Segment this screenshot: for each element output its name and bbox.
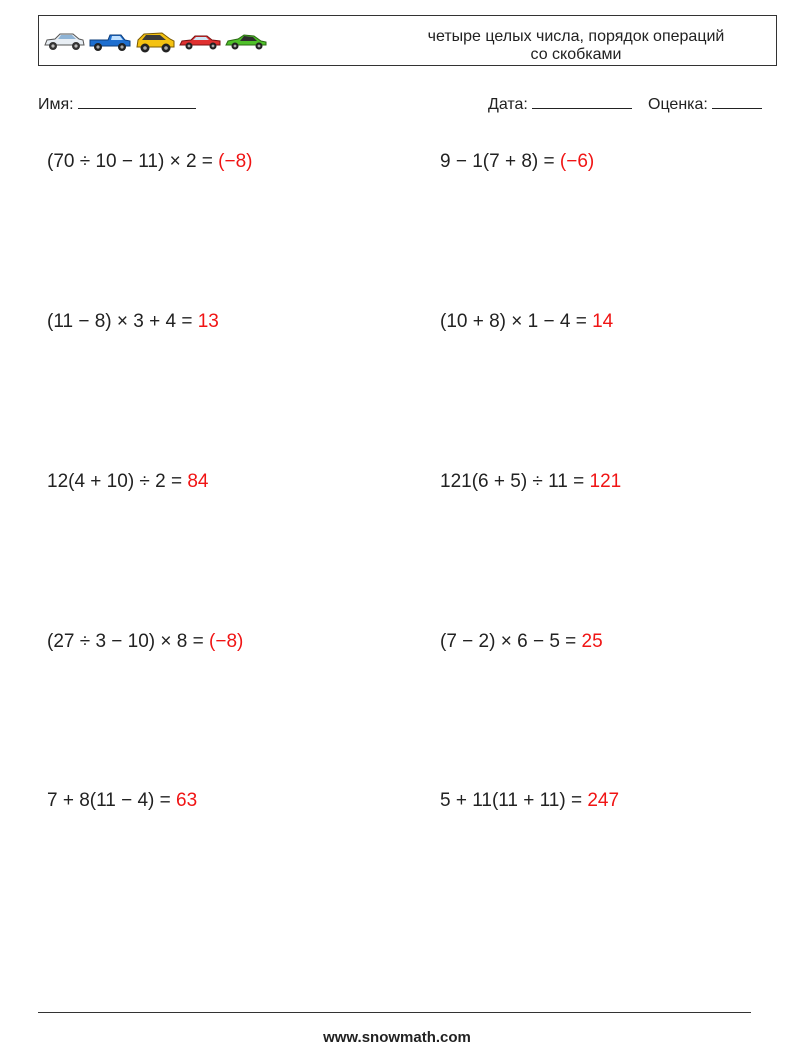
problem-expression: 12(4 + 10) ÷ 2 =	[47, 471, 188, 492]
problem-answer: (−6)	[559, 151, 595, 172]
coupe-green-icon	[224, 32, 268, 52]
title-line-1: четыре целых числа, порядок операций	[427, 28, 725, 45]
problem-1	[47, 151, 253, 173]
pickup-blue-icon	[88, 31, 132, 53]
problem-expression: (70 ÷ 10 − 11) × 2 =	[47, 151, 219, 172]
problem-3	[47, 311, 219, 333]
date-label: Дата:	[488, 96, 528, 113]
car-white-icon	[42, 31, 86, 53]
problem-5	[47, 471, 209, 493]
worksheet-title	[396, 28, 756, 64]
problem-answer: 25	[581, 631, 603, 652]
problem-answer: 13	[197, 311, 219, 332]
name-label: Имя:	[38, 96, 74, 113]
footer-site-link[interactable]: www.snowmath.com	[323, 1029, 471, 1046]
problem-expression: 9 − 1(7 + 8) =	[440, 151, 560, 172]
score-label: Оценка:	[648, 96, 708, 113]
hatchback-yellow-icon	[134, 30, 176, 54]
date-field	[488, 93, 632, 114]
problem-answer: 247	[587, 790, 620, 811]
problem-9	[47, 790, 197, 812]
problem-10	[440, 790, 619, 812]
problem-answer: 121	[589, 471, 622, 492]
score-blank[interactable]	[712, 93, 762, 109]
problem-answer: (−8)	[209, 631, 244, 652]
problem-expression: 121(6 + 5) ÷ 11 =	[440, 471, 590, 492]
name-blank[interactable]	[78, 93, 196, 109]
problem-2	[440, 151, 594, 173]
car-icons-row	[42, 29, 268, 55]
problem-expression: (11 − 8) × 3 + 4 =	[47, 311, 198, 332]
problem-answer: (−8)	[218, 151, 253, 172]
problem-expression: (10 + 8) × 1 − 4 =	[440, 311, 593, 332]
title-line-2: со скобками	[530, 46, 622, 63]
sedan-red-icon	[178, 32, 222, 52]
problem-8	[440, 631, 603, 653]
date-blank[interactable]	[532, 93, 632, 109]
problem-6	[440, 471, 621, 493]
problem-expression: (7 − 2) × 6 − 5 =	[440, 631, 582, 652]
score-field	[648, 93, 762, 114]
problem-answer: 14	[592, 311, 614, 332]
footer-divider	[38, 1012, 751, 1013]
worksheet-header	[38, 15, 777, 66]
problem-7	[47, 631, 243, 653]
problem-answer: 84	[187, 471, 209, 492]
problem-answer: 63	[176, 790, 198, 811]
problem-expression: 5 + 11(11 + 11) =	[440, 790, 588, 811]
problem-expression: (27 ÷ 3 − 10) × 8 =	[47, 631, 210, 652]
name-field	[38, 93, 196, 114]
problem-4	[440, 311, 613, 333]
problem-expression: 7 + 8(11 − 4) =	[47, 790, 177, 811]
